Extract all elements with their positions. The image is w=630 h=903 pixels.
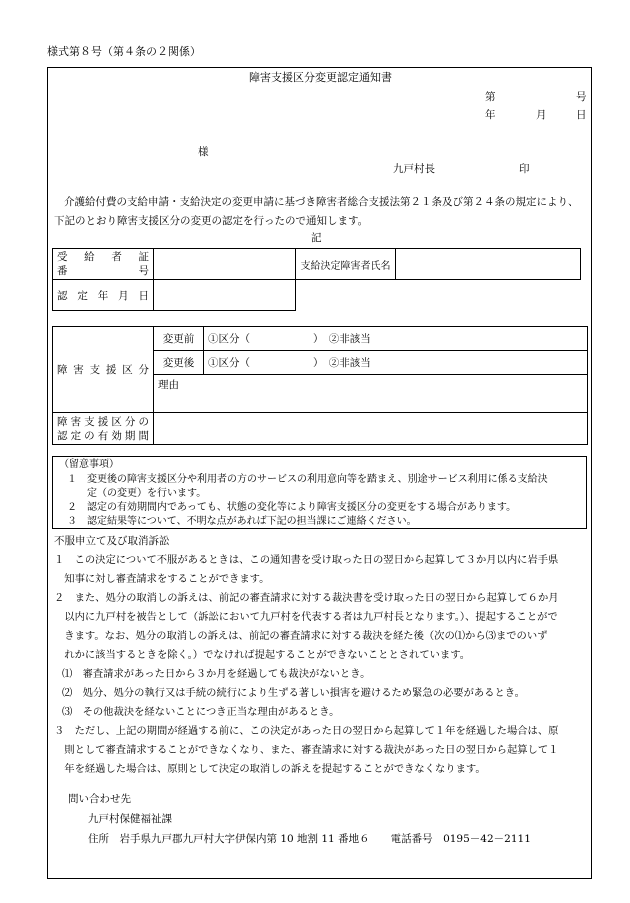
after-label: 変更後 xyxy=(154,351,204,375)
decision-person-value xyxy=(396,249,581,280)
date-year: 年 xyxy=(485,109,496,121)
appeal-line: きます。なお、処分の取消しの訴えは、前記の審査請求に対する裁決を経た後（次の⑴から⑶までのいず xyxy=(54,630,548,642)
appeal-line: ２ また、処分の取消しの訴えは、前記の審査請求に対する裁決書を受け取った日の翌日から起算して６か月 xyxy=(54,592,559,604)
contact-office: 九戸村保健福祉課 xyxy=(88,813,172,825)
contact-heading: 問い合わせ先 xyxy=(68,793,131,805)
recipient-table xyxy=(52,248,581,311)
number-go: 号 xyxy=(576,91,587,103)
appeal-line: ３ ただし、上記の期間が経過する前に、この決定があった日の翌日から起算して１年を経過した場合は、原 xyxy=(54,725,559,737)
notes-box xyxy=(52,456,587,529)
notes-item: ３ 認定結果等について、不明な点があれば下記の担当課にご連絡ください。 xyxy=(67,516,417,527)
validity-label: 障害支援区分の 認定の有効期間 xyxy=(53,413,154,445)
sender-name: 九戸村長 xyxy=(393,163,435,175)
appeal-line: れかに該当するときを除く。）でなければ提起することができないこととされています。 xyxy=(54,649,470,661)
before-label: 変更前 xyxy=(154,327,204,351)
ki-heading: 記 xyxy=(311,232,322,244)
notes-item: 定（の変更）を行います。 xyxy=(67,488,207,499)
date-month: 月 xyxy=(536,109,547,121)
before-options: ①区分（ ） ②非該当 xyxy=(204,327,588,351)
recipient-number-value xyxy=(154,249,296,280)
appeal-line: ⑴ 審査請求があった日から３か月を経過しても裁決がないとき。 xyxy=(62,668,371,680)
appeal-line: １ この決定について不服があるときは、この通知書を受け取った日の翌日から起算して３か月以内に岩手県 xyxy=(54,554,559,566)
body-text: 介護給付費の支給申請・支給決定の変更申請に基づき障害者総合支援法第２１条及び第２４条の規定により、下記のとおり障害支援区分の変更の認定を行ったので通知します。 xyxy=(54,196,579,227)
document-title: 障害支援区分変更認定通知書 xyxy=(249,71,392,84)
certification-date-label: 認 定 年 月 日 xyxy=(53,280,154,311)
appeal-line: 則として審査請求することができなくなり、また、審査請求に対する裁決があった日の翌日から起算して１ xyxy=(54,744,559,756)
appeal-heading: 不服申立て及び取消訴訟 xyxy=(54,535,170,547)
appeal-line: 年を経過した場合は、原則として決定の取消しの訴えを提起することができなくなります。 xyxy=(54,763,486,775)
validity-value xyxy=(154,413,588,445)
category-label: 障害支援区分 xyxy=(53,327,154,413)
seal-mark: 印 xyxy=(519,163,530,175)
notes-item: １ 変更後の障害支援区分や利用者の方のサービスの利用意向等を踏まえ、別途サービス利用に係る支給決 xyxy=(67,474,548,485)
appeal-line: 以内に九戸村を被告として（訴訟において九戸村を代表する者は九戸村長となります。）、提起することがで xyxy=(54,611,558,623)
document-frame xyxy=(47,67,592,879)
reason-cell xyxy=(154,375,588,413)
after-options: ①区分（ ） ②非該当 xyxy=(204,351,588,375)
category-table xyxy=(52,326,588,445)
date-day: 日 xyxy=(576,109,587,121)
notes-item: ２ 認定の有効期間内であっても、状態の変化等により障害支援区分の変更をする場合があります。 xyxy=(67,502,517,513)
form-number: 様式第８号（第４条の２関係） xyxy=(47,45,201,58)
appeal-line: ⑵ 処分、処分の執行又は手続の続行により生ずる著しい損害を避けるため緊急の必要があるとき。 xyxy=(62,687,525,699)
contact-address: 住所 岩手県九戸郡九戸村大字伊保内第 10 地割 11 番地６ 電話番号 0195－42－2111 xyxy=(88,833,531,845)
notes-heading: （留意事項） xyxy=(59,459,119,470)
reason-label: 理由 xyxy=(158,379,179,391)
certification-date-value xyxy=(154,280,296,311)
number-dai: 第 xyxy=(485,91,496,103)
appeal-line: ⑶ その他裁決を経ないことにつき正当な理由があるとき。 xyxy=(62,706,340,718)
recipient-number-label: 受 給 者 証 番 号 xyxy=(53,249,154,280)
addressee-suffix: 様 xyxy=(198,146,209,158)
decision-person-label: 支給決定障害者氏名 xyxy=(296,249,396,280)
appeal-line: 知事に対し審査請求をすることができます。 xyxy=(54,573,270,585)
